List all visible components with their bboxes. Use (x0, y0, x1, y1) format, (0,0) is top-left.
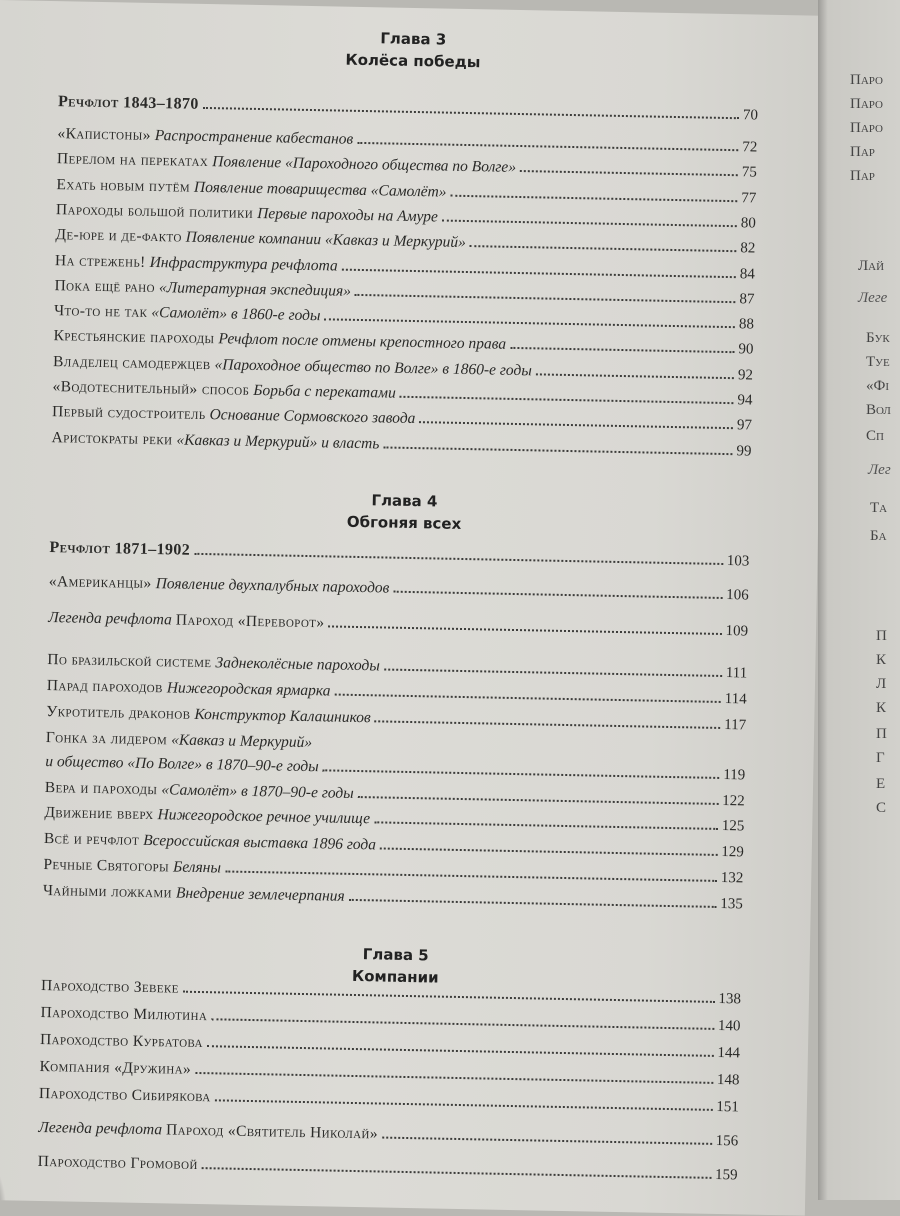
dot-leader (358, 796, 719, 805)
toc-entry-title: Крестьянские пароходы (53, 327, 215, 348)
dot-leader (470, 245, 737, 252)
toc-entry-subtitle: Внедрение землечерпания (175, 884, 345, 905)
toc-entry-title: По бразильской системе (47, 651, 212, 672)
dot-leader (374, 821, 718, 830)
chapter-3-title: Колёса победы (345, 50, 481, 72)
adjacent-page-text-fragment: Сп (866, 428, 884, 444)
toc-page-number: 132 (720, 870, 744, 887)
dot-leader (375, 720, 721, 729)
toc-page-number: 88 (738, 316, 755, 333)
dot-leader (195, 1072, 713, 1084)
toc-entry-subtitle: и общество «По Волге» в 1870–90-е годы (45, 753, 319, 776)
dot-leader (442, 219, 737, 227)
toc-entry-subtitle: Появление «Пароходного общества по Волге» (212, 153, 517, 177)
toc-entry-title: Что-то не так (53, 302, 148, 321)
toc-page-number: 125 (721, 818, 745, 835)
toc-entry-title: Пароходы большой политики (55, 201, 254, 222)
toc-page-number: 75 (741, 164, 757, 181)
toc-entry-title: Пока ещё рано (54, 276, 156, 296)
toc-page-number: 77 (741, 189, 757, 207)
chapter-4-toc-list (0, 0, 828, 16)
toc-entry-subtitle: Речфлот после отмены крепостного права (218, 330, 507, 354)
toc-entry-title: Речфлот 1843–1870 (57, 93, 199, 113)
toc-entry-subtitle: Появление двухпалубных пароходов (155, 575, 390, 597)
toc-entry-title: Гонка за лидером (45, 729, 168, 749)
dot-leader (342, 268, 736, 278)
toc-entry-subtitle: «Самолёт» в 1870–90-е годы (161, 781, 354, 802)
toc-entry-subtitle: «Кавказ и Меркурий» и власть (176, 431, 380, 452)
dot-leader (202, 1167, 711, 1179)
adjacent-page-text-fragment: Ба (870, 528, 887, 544)
adjacent-page-text-fragment: П (876, 628, 887, 644)
chapter-5-number: Глава 5 (362, 945, 429, 965)
adjacent-page-text-fragment: «Фі (866, 378, 890, 394)
toc-page-number: 82 (740, 240, 756, 257)
toc-page-number: 148 (716, 1071, 740, 1089)
toc-page-number: 156 (715, 1132, 739, 1150)
toc-entry-subtitle: Появление компании «Кавказ и Меркурий» (185, 228, 466, 252)
toc-entry-title: Аристократы реки (51, 428, 173, 448)
toc-entry-title: Речфлот 1871–1902 (49, 539, 191, 559)
chapter-3-number: Глава 3 (380, 29, 447, 49)
toc-entry-title: Де-юре и де-факто (55, 226, 182, 246)
dot-leader (207, 1045, 714, 1057)
toc-entry-title: Первый судостроитель (51, 403, 206, 424)
adjacent-page-text-fragment: К (876, 700, 887, 716)
toc-entry-subtitle: Беляны (172, 858, 222, 877)
toc-entry-title: «Водотеснительный» способ (52, 378, 250, 399)
toc-entry (49, 539, 749, 576)
adjacent-page-text-fragment: Пар (850, 168, 875, 184)
dot-leader (393, 591, 722, 599)
dot-leader (383, 446, 732, 455)
toc-entry-subtitle: Распространение кабестанов (154, 127, 354, 148)
chapter-3-main-entry (0, 0, 828, 16)
adjacent-page-text-fragment: Лег (868, 462, 891, 478)
toc-page-number: 119 (723, 767, 746, 784)
toc-page-number: 140 (717, 1017, 741, 1035)
chapter-3-toc-list (0, 0, 828, 16)
dot-leader (520, 170, 738, 176)
toc-page-number: 72 (742, 139, 758, 156)
toc-page-number: 84 (739, 265, 756, 283)
adjacent-page-text-fragment: Л (876, 676, 887, 692)
toc-entry-subtitle: Нижегородская ярмарка (166, 679, 331, 700)
toc-page-number: 94 (737, 392, 753, 409)
toc-entry-title: Парад пароходов (46, 677, 163, 697)
adjacent-page-text-fragment: Туе (866, 354, 890, 370)
chapter-4-title: Обгоняя всех (346, 512, 462, 533)
toc-entry-subtitle: Основание Сормовского завода (209, 406, 416, 428)
chapter-3-header (0, 20, 827, 80)
dot-leader (349, 899, 717, 908)
dot-leader (380, 847, 717, 855)
toc-entry-subtitle: «Кавказ и Меркурий» (171, 731, 313, 752)
toc-entry-title: Пароходство Зевеке (40, 976, 180, 997)
toc-page-number: 129 (721, 844, 744, 861)
toc-page-number: 135 (720, 895, 743, 913)
toc-entry-subtitle: «Пароходное общество по Волге» в 1860-е годы (214, 355, 532, 379)
toc-entry-title: На стрежень! (54, 251, 146, 271)
toc-entry-subtitle: Инфраструктура речфлота (149, 253, 338, 275)
toc-entry-title: Пароход «Святитель Николай» (165, 1121, 379, 1143)
toc-entry-title: Чайными ложками (42, 881, 173, 902)
toc-entry-title: Компания «Дружина» (39, 1057, 192, 1078)
dot-leader (194, 553, 723, 565)
toc-page-number: 70 (742, 107, 759, 124)
toc-page-number: 90 (738, 341, 754, 358)
toc-entry-title: Пароход «Переворот» (175, 611, 325, 632)
toc-entry-title: Речные Святогоры (43, 855, 170, 876)
dot-leader (323, 769, 720, 779)
adjacent-page-text-fragment: К (876, 652, 887, 668)
adjacent-page-edge (818, 0, 900, 1200)
toc-entry-title: Перелом на перекатах (56, 150, 209, 171)
toc-entry-title: Пароходство Милютина (40, 1003, 208, 1025)
dot-leader (384, 668, 722, 676)
toc-entry-title: Вера и пароходы (44, 779, 158, 799)
chapter-4-header (0, 482, 819, 542)
adjacent-page-text-fragment: Леге (858, 290, 888, 306)
adjacent-page-text-fragment: Паро (850, 96, 883, 112)
toc-page-number: 122 (722, 793, 745, 810)
toc-entry-subtitle: Всероссийская выставка 1896 года (142, 831, 377, 854)
toc-entry-title: Пароходство Громовой (37, 1152, 198, 1174)
adjacent-page-text-fragment: Лай (858, 258, 885, 274)
adjacent-page-text-fragment: С (876, 800, 887, 816)
toc-entry (48, 609, 748, 646)
toc-page-number: 159 (714, 1166, 738, 1184)
chapter-4-number: Глава 4 (371, 491, 438, 511)
adjacent-page-text-fragment: Паро (850, 120, 883, 136)
dot-leader (316, 747, 742, 755)
toc-entry (38, 1119, 738, 1156)
toc-page-number: 114 (724, 691, 747, 708)
toc-entry-subtitle: Заднеколёсные пароходы (215, 654, 381, 675)
dot-leader (419, 421, 733, 429)
dot-leader (203, 107, 739, 119)
dot-leader (400, 396, 734, 404)
toc-entry-subtitle: «Литературная экспедиция» (158, 278, 352, 300)
dot-leader (324, 318, 735, 328)
adjacent-page-text-fragment: Та (870, 500, 888, 516)
toc-page-number: 99 (736, 442, 752, 460)
toc-entry-title: Укротитель драконов (46, 703, 191, 723)
dot-leader (382, 1137, 712, 1145)
toc-page-number: 151 (716, 1098, 740, 1116)
toc-entry-title: «Капистоны» (57, 125, 152, 144)
toc-entry-subtitle: Борьба с перекатами (253, 381, 396, 402)
dot-leader (215, 1099, 713, 1111)
toc-entry-title: Всё и речфлот (43, 829, 140, 849)
toc-entry (49, 573, 749, 610)
finger-shadow (0, 1139, 8, 1215)
dot-leader (536, 373, 734, 379)
toc-page-number: 80 (740, 215, 757, 232)
toc-page-number: 109 (725, 623, 749, 640)
toc-entry-title: Владелец самодержцев (52, 352, 211, 373)
toc-entry-subtitle: Конструктор Калашников (194, 705, 371, 727)
toc-page-number: 144 (717, 1044, 741, 1062)
adjacent-page-text-fragment: Пар (850, 144, 875, 160)
toc-page-number: 103 (726, 553, 750, 570)
toc-page-number: 87 (739, 291, 755, 308)
toc-entry (37, 1153, 737, 1190)
adjacent-page-text-fragment: Вол (866, 402, 891, 418)
toc-page-number: 106 (726, 587, 749, 604)
adjacent-page-text-fragment: Е (876, 776, 886, 792)
toc-page-number: 97 (736, 417, 753, 434)
toc-page-number: 111 (725, 665, 748, 682)
toc-page-number: 92 (737, 366, 754, 384)
adjacent-page-text-fragment: Г (876, 750, 885, 766)
chapter-4-main-entry (0, 0, 828, 16)
toc-entry-title: «Американцы» (48, 573, 152, 593)
chapter-5-title: Компании (351, 966, 439, 987)
dot-leader (183, 991, 715, 1003)
dot-leader (357, 142, 738, 151)
dot-leader (225, 870, 717, 881)
toc-entry-title: Ехать новым путём (56, 175, 191, 196)
toc-entry-prefix: Легенда речфлота (38, 1118, 163, 1139)
adjacent-page-text-fragment: Паро (850, 72, 883, 88)
toc-page-number: 138 (718, 990, 742, 1008)
toc-entry-title: Пароходство Курбатова (39, 1030, 204, 1052)
dot-leader (328, 625, 721, 635)
dot-leader (450, 194, 737, 202)
toc-entry (58, 93, 758, 130)
toc-entry-subtitle: «Самолёт» в 1860-е годы (151, 304, 321, 325)
dot-leader (510, 347, 734, 353)
toc-entry-title: Движение вверх (44, 804, 154, 824)
dot-leader (334, 694, 720, 703)
toc-entry-subtitle: Появление товарищества «Самолёт» (193, 178, 447, 201)
adjacent-page-text-fragment: Бук (866, 330, 890, 346)
toc-entry-subtitle: Нижегородское речное училище (157, 806, 371, 828)
chapter-5-toc-list (0, 0, 828, 16)
toc-entry-prefix: Легенда речфлота (47, 609, 173, 629)
toc-page-number: 117 (724, 717, 747, 734)
toc-entry-title: Пароходство Сибирякова (38, 1084, 211, 1106)
dot-leader (211, 1018, 714, 1030)
dot-leader (355, 294, 736, 303)
toc-entry-subtitle: Первые пароходы на Амуре (256, 204, 439, 226)
adjacent-page-text-fragment: П (876, 726, 887, 742)
